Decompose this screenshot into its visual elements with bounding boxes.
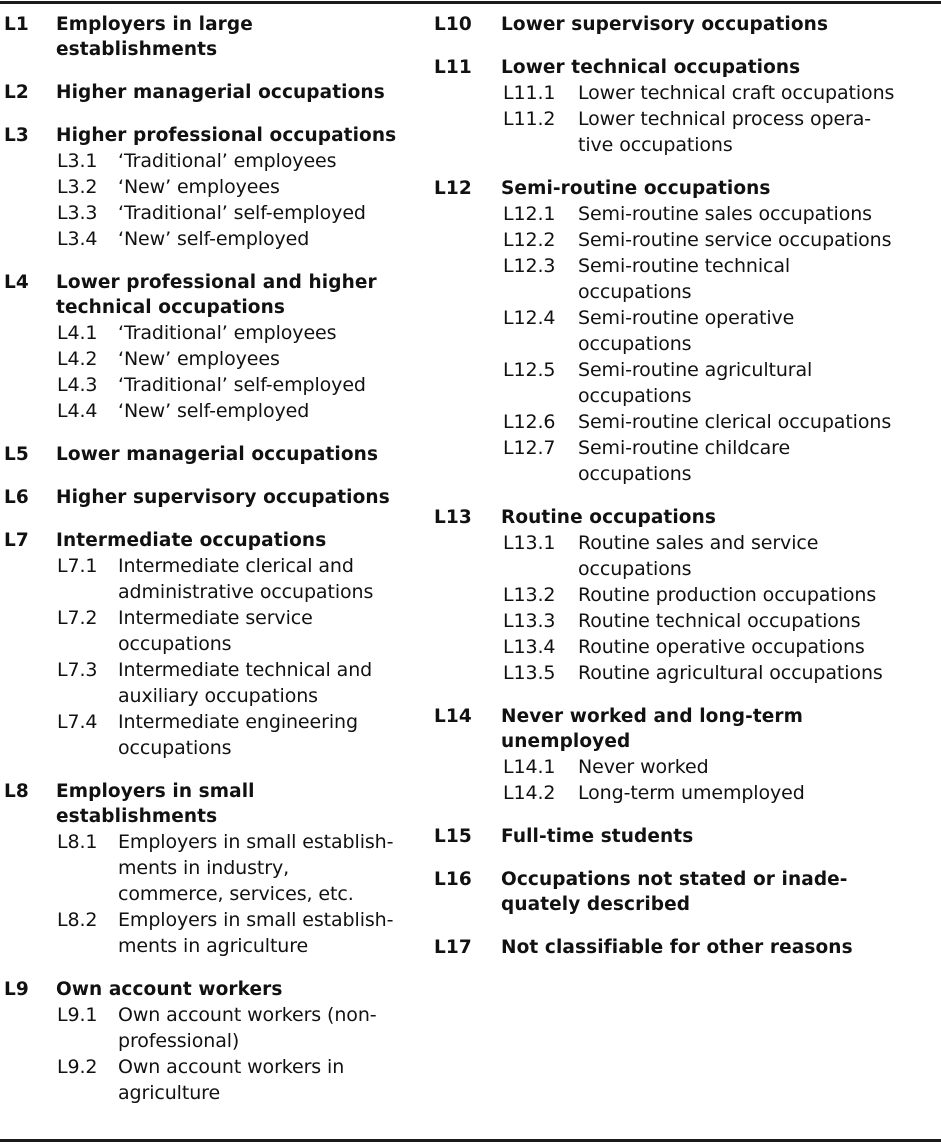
- subcategory-code: L4.4: [57, 400, 98, 422]
- category-l6: [4, 485, 420, 510]
- subcategory-code: L7.4: [57, 711, 98, 733]
- subcategory-label-line: occupations: [578, 558, 692, 580]
- category-title-line: Occupations not stated or inade-: [501, 869, 848, 890]
- category-heading: [4, 80, 420, 105]
- subcategory-label: [118, 829, 420, 907]
- subcategory-code: L4.1: [57, 322, 98, 344]
- subcategory-label: [578, 634, 939, 660]
- subcategory-item: [503, 608, 939, 634]
- subcategory-code: L7.3: [57, 659, 98, 681]
- subcategory-code: L13.5: [503, 662, 556, 684]
- subcategory-label-line: occupations: [578, 463, 692, 485]
- subcategory-label-line: Employers in small establish-: [118, 831, 394, 853]
- category-l7: [4, 528, 420, 761]
- subcategory-label-line: Employers in small establish-: [118, 909, 394, 931]
- category-l13: [434, 505, 939, 686]
- subcategory-label-line: Semi-routine operative: [578, 307, 795, 329]
- subcategory-code: L12.2: [503, 229, 556, 251]
- subcategory-item: [57, 148, 420, 174]
- category-code: L4: [4, 272, 29, 293]
- category-l2: [4, 80, 420, 105]
- subcategory-code: L13.4: [503, 636, 556, 658]
- subcategory-item: [57, 829, 420, 907]
- subcategory-label: [578, 780, 939, 806]
- category-heading: [4, 442, 420, 467]
- subcategory-label: [118, 553, 420, 605]
- category-l8: [4, 779, 420, 959]
- category-title-line: Never worked and long-term: [501, 706, 804, 727]
- category-l16: [434, 867, 939, 917]
- left-column: [4, 12, 420, 1124]
- category-code: L2: [4, 82, 29, 103]
- subcategory-item: [503, 201, 939, 227]
- subcategory-label-line: Semi-routine agricultural: [578, 359, 813, 381]
- subcategory-label: [118, 174, 420, 200]
- subcategory-label-line: Routine operative occupations: [578, 636, 865, 658]
- category-title: [501, 867, 939, 917]
- subcategory-label: [118, 1054, 420, 1106]
- subcategory-item: [57, 605, 420, 657]
- subcategory-code: L9.2: [57, 1056, 98, 1078]
- category-title-line: Full-time students: [501, 826, 694, 847]
- subcategory-item: [503, 227, 939, 253]
- subcategory-label: [578, 357, 939, 409]
- category-title: [56, 80, 420, 105]
- category-title: [501, 935, 939, 960]
- subcategory-label-line: Semi-routine sales occupations: [578, 203, 872, 225]
- subcategory-list: [4, 320, 420, 424]
- subcategory-label-line: Routine technical occupations: [578, 610, 861, 632]
- subcategory-code: L12.5: [503, 359, 556, 381]
- subcategory-code: L11.2: [503, 108, 556, 130]
- category-title: [56, 528, 420, 553]
- subcategory-label-line: Intermediate clerical and: [118, 555, 354, 577]
- subcategory-code: L12.4: [503, 307, 556, 329]
- category-heading: [434, 704, 939, 754]
- subcategory-item: [503, 634, 939, 660]
- subcategory-code: L9.1: [57, 1004, 98, 1026]
- subcategory-list: [4, 553, 420, 761]
- subcategory-item: [57, 553, 420, 605]
- subcategory-label-line: commerce, services, etc.: [118, 883, 354, 905]
- category-title: [501, 12, 939, 37]
- category-title-line: Own account workers: [56, 979, 283, 1000]
- subcategory-label-line: auxiliary occupations: [118, 685, 318, 707]
- category-l1: [4, 12, 420, 62]
- subcategory-code: L3.1: [57, 150, 98, 172]
- subcategory-label: [578, 608, 939, 634]
- subcategory-label: [578, 227, 939, 253]
- subcategory-label: [578, 106, 939, 158]
- subcategory-code: L14.2: [503, 782, 556, 804]
- subcategory-label: [118, 1002, 420, 1054]
- category-heading: [434, 824, 939, 849]
- category-title: [56, 485, 420, 510]
- category-l3: [4, 123, 420, 252]
- subcategory-label: [578, 582, 939, 608]
- subcategory-list: [434, 201, 939, 487]
- category-code: L15: [434, 826, 472, 847]
- category-l9: [4, 977, 420, 1106]
- category-title: [501, 176, 939, 201]
- subcategory-label: [118, 200, 420, 226]
- category-l17: [434, 935, 939, 960]
- category-title-line: Routine occupations: [501, 507, 716, 528]
- subcategory-label-line: Intermediate engineering: [118, 711, 358, 733]
- category-title-line: Employers in small: [56, 781, 255, 802]
- subcategory-label-line: Routine sales and service: [578, 532, 819, 554]
- subcategory-label: [578, 201, 939, 227]
- subcategory-label: [578, 435, 939, 487]
- category-code: L1: [4, 14, 29, 35]
- category-code: L7: [4, 530, 29, 551]
- subcategory-list: [434, 80, 939, 158]
- subcategory-label: [578, 530, 939, 582]
- subcategory-code: L8.2: [57, 909, 98, 931]
- category-l10: [434, 12, 939, 37]
- category-title: [56, 12, 420, 62]
- category-title: [501, 824, 939, 849]
- subcategory-label-line: professional): [118, 1030, 240, 1052]
- subcategory-label: [118, 657, 420, 709]
- subcategory-label-line: ‘New’ employees: [118, 348, 280, 370]
- category-heading: [434, 867, 939, 917]
- subcategory-code: L3.4: [57, 228, 98, 250]
- subcategory-label: [578, 253, 939, 305]
- subcategory-item: [57, 346, 420, 372]
- category-code: L8: [4, 781, 29, 802]
- subcategory-label-line: Lower technical process opera-: [578, 108, 872, 130]
- category-title: [501, 55, 939, 80]
- subcategory-item: [503, 409, 939, 435]
- category-code: L16: [434, 869, 472, 890]
- subcategory-list: [4, 829, 420, 959]
- category-title-line: Lower supervisory occupations: [501, 14, 829, 35]
- category-title-line: Semi-routine occupations: [501, 178, 771, 199]
- category-l15: [434, 824, 939, 849]
- subcategory-label-line: Semi-routine childcare: [578, 437, 791, 459]
- subcategory-label-line: ments in agriculture: [118, 935, 309, 957]
- subcategory-label-line: Never worked: [578, 756, 709, 778]
- category-title-line: Lower managerial occupations: [56, 444, 379, 465]
- subcategory-code: L3.3: [57, 202, 98, 224]
- category-title-line: unemployed: [501, 731, 631, 752]
- category-heading: [434, 12, 939, 37]
- subcategory-label-line: Long-term umemployed: [578, 782, 805, 804]
- subcategory-label: [118, 148, 420, 174]
- subcategory-label-line: tive occupations: [578, 134, 733, 156]
- category-code: L11: [434, 57, 472, 78]
- subcategory-code: L3.2: [57, 176, 98, 198]
- subcategory-code: L4.2: [57, 348, 98, 370]
- subcategory-item: [57, 657, 420, 709]
- category-title-line: Employers in large: [56, 14, 253, 35]
- subcategory-label-line: agriculture: [118, 1082, 221, 1104]
- subcategory-code: L14.1: [503, 756, 556, 778]
- category-heading: [4, 270, 420, 320]
- subcategory-label: [118, 605, 420, 657]
- subcategory-label-line: Own account workers in: [118, 1056, 345, 1078]
- subcategory-label-line: ‘New’ self-employed: [118, 400, 310, 422]
- subcategory-item: [503, 357, 939, 409]
- subcategory-code: L8.1: [57, 831, 98, 853]
- subcategory-item: [57, 398, 420, 424]
- subcategory-item: [503, 780, 939, 806]
- subcategory-label-line: Semi-routine service occupations: [578, 229, 892, 251]
- subcategory-item: [57, 226, 420, 252]
- subcategory-list: [4, 148, 420, 252]
- subcategory-label: [578, 409, 939, 435]
- category-heading: [434, 176, 939, 201]
- subcategory-label-line: Routine production occupations: [578, 584, 877, 606]
- subcategory-label-line: Own account workers (non-: [118, 1004, 377, 1026]
- category-heading: [4, 485, 420, 510]
- subcategory-item: [503, 660, 939, 686]
- subcategory-label-line: ‘Traditional’ employees: [118, 322, 337, 344]
- subcategory-label: [118, 709, 420, 761]
- subcategory-label: [578, 305, 939, 357]
- category-heading: [4, 123, 420, 148]
- subcategory-code: L7.2: [57, 607, 98, 629]
- subcategory-item: [503, 530, 939, 582]
- category-title: [56, 442, 420, 467]
- subcategory-item: [503, 305, 939, 357]
- subcategory-label: [118, 320, 420, 346]
- category-title: [501, 704, 939, 754]
- subcategory-list: [434, 530, 939, 686]
- subcategory-label-line: occupations: [578, 385, 692, 407]
- category-heading: [434, 935, 939, 960]
- subcategory-list: [4, 1002, 420, 1106]
- top-rule: [0, 1, 941, 4]
- category-code: L9: [4, 979, 29, 1000]
- subcategory-item: [57, 1054, 420, 1106]
- subcategory-label-line: ‘New’ employees: [118, 176, 280, 198]
- category-code: L3: [4, 125, 29, 146]
- subcategory-item: [57, 907, 420, 959]
- category-heading: [4, 528, 420, 553]
- category-l11: [434, 55, 939, 158]
- subcategory-item: [57, 1002, 420, 1054]
- category-code: L13: [434, 507, 472, 528]
- subcategory-label: [118, 372, 420, 398]
- subcategory-label: [578, 80, 939, 106]
- subcategory-label-line: Semi-routine clerical occupations: [578, 411, 892, 433]
- subcategory-label-line: occupations: [118, 737, 232, 759]
- category-title-line: Lower professional and higher: [56, 272, 377, 293]
- subcategory-item: [503, 754, 939, 780]
- category-heading: [4, 779, 420, 829]
- category-title-line: Higher managerial occupations: [56, 82, 385, 103]
- subcategory-label: [578, 754, 939, 780]
- subcategory-item: [57, 320, 420, 346]
- category-l14: [434, 704, 939, 806]
- subcategory-code: L4.3: [57, 374, 98, 396]
- subcategory-item: [503, 582, 939, 608]
- subcategory-label-line: occupations: [578, 333, 692, 355]
- category-heading: [4, 977, 420, 1002]
- subcategory-code: L11.1: [503, 82, 556, 104]
- category-title-line: Intermediate occupations: [56, 530, 327, 551]
- subcategory-label: [118, 346, 420, 372]
- subcategory-list: [434, 754, 939, 806]
- subcategory-item: [503, 106, 939, 158]
- subcategory-code: L12.1: [503, 203, 556, 225]
- category-code: L6: [4, 487, 29, 508]
- subcategory-label: [118, 398, 420, 424]
- subcategory-label-line: Intermediate service: [118, 607, 313, 629]
- subcategory-label-line: administrative occupations: [118, 581, 374, 603]
- subcategory-label: [118, 907, 420, 959]
- subcategory-code: L12.6: [503, 411, 556, 433]
- category-code: L10: [434, 14, 472, 35]
- bottom-rule: [0, 1139, 941, 1142]
- subcategory-label-line: ‘Traditional’ employees: [118, 150, 337, 172]
- category-l5: [4, 442, 420, 467]
- subcategory-item: [57, 200, 420, 226]
- category-title: [56, 270, 420, 320]
- category-title: [501, 505, 939, 530]
- category-code: L14: [434, 706, 472, 727]
- subcategory-label-line: ‘Traditional’ self-employed: [118, 202, 366, 224]
- category-title-line: Lower technical occupations: [501, 57, 801, 78]
- right-column: [434, 12, 939, 978]
- category-l12: [434, 176, 939, 487]
- category-code: L17: [434, 937, 472, 958]
- subcategory-item: [503, 80, 939, 106]
- subcategory-label-line: ‘New’ self-employed: [118, 228, 310, 250]
- category-title: [56, 977, 420, 1002]
- subcategory-item: [57, 709, 420, 761]
- category-title-line: quately described: [501, 894, 691, 915]
- subcategory-label-line: occupations: [578, 281, 692, 303]
- subcategory-item: [503, 253, 939, 305]
- subcategory-label-line: ‘Traditional’ self-employed: [118, 374, 366, 396]
- subcategory-label-line: Intermediate technical and: [118, 659, 373, 681]
- category-heading: [434, 55, 939, 80]
- subcategory-code: L13.2: [503, 584, 556, 606]
- subcategory-item: [503, 435, 939, 487]
- subcategory-label-line: ments in industry,: [118, 857, 290, 879]
- category-title: [56, 779, 420, 829]
- subcategory-code: L7.1: [57, 555, 98, 577]
- category-l4: [4, 270, 420, 424]
- category-title-line: technical occupations: [56, 297, 285, 318]
- subcategory-label-line: occupations: [118, 633, 232, 655]
- subcategory-label-line: Lower technical craft occupations: [578, 82, 895, 104]
- category-title: [56, 123, 420, 148]
- subcategory-item: [57, 174, 420, 200]
- category-code: L5: [4, 444, 29, 465]
- subcategory-item: [57, 372, 420, 398]
- subcategory-code: L12.7: [503, 437, 556, 459]
- subcategory-label-line: Semi-routine technical: [578, 255, 791, 277]
- subcategory-code: L12.3: [503, 255, 556, 277]
- subcategory-label: [118, 226, 420, 252]
- category-code: L12: [434, 178, 472, 199]
- category-heading: [434, 505, 939, 530]
- subcategory-label: [578, 660, 939, 686]
- subcategory-code: L13.3: [503, 610, 556, 632]
- category-title-line: establishments: [56, 39, 218, 60]
- category-title-line: Higher supervisory occupations: [56, 487, 390, 508]
- category-title-line: Not classifiable for other reasons: [501, 937, 853, 958]
- category-title-line: establishments: [56, 806, 218, 827]
- category-title-line: Higher professional occupations: [56, 125, 397, 146]
- category-heading: [4, 12, 420, 62]
- subcategory-label-line: Routine agricultural occupations: [578, 662, 883, 684]
- subcategory-code: L13.1: [503, 532, 556, 554]
